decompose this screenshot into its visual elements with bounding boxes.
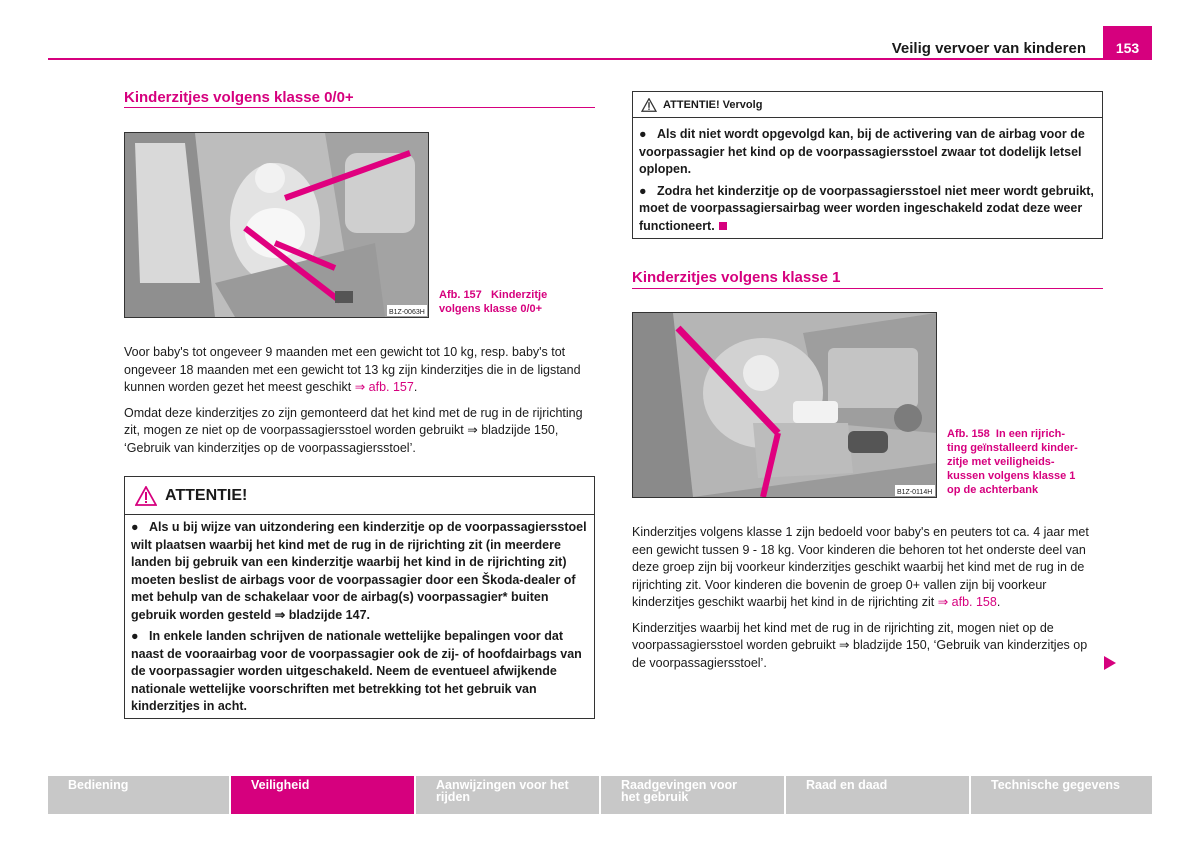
warning-box	[124, 476, 595, 719]
footer-tab-veiligheid[interactable]	[231, 776, 414, 814]
page-header-title: Veilig vervoer van kinderen	[891, 40, 1086, 57]
warning-item-text: Als dit niet wordt opgevolgd kan, bij de activering van de airbag voor de voorpassagier het kind op de voorpassagiersstoel zwaar tot dodelijk letsel oplopen.	[639, 127, 1085, 176]
warning-item: ● Als dit niet wordt opgevolgd kan, bij de activering van de airbag voor de voorpassagier het kind op de voorpassagiersstoel zwaar tot dodelijk letsel oplopen.	[639, 127, 1085, 176]
footer-tab-technische-gegevens[interactable]	[971, 776, 1152, 814]
warning-item-text: Als u bij wijze van uitzondering een kinderzitje op de voorpassagiersstoel wilt plaatsen waarbij het kind met de rug in de rijrichting zit (in meerdere landen bij gebruik van een kinderzitje waarbij het kind in de rijrichting zit) moeten beslist de airbags voor de voorpassagier door een Škoda-dealer of met behulp van de schakelaar voor de airbag(s) voorpassagier* buiten gebruik worden gesteld ⇒ bladzijde 147.	[131, 520, 587, 622]
figure-code: B1Z-0063H	[389, 309, 425, 316]
section-heading-class-1: Kinderzitjes volgens klasse 1	[632, 269, 841, 286]
figure-link[interactable]: ⇒ afb. 157	[354, 380, 414, 394]
figure-157-caption	[439, 288, 579, 316]
warning-item-text: In enkele landen schrijven de nationale wettelijke bepalingen voor dat naast de vooraairbag voor de voorpassagier ook de zij- of hoofdairbags van de voorpassagier worden uitgeschakeld. Neem de eventueel afwijkende nationale wettelijke voorschriften met betrekking tot het gebruik van kinderzitjes in acht.	[131, 629, 582, 713]
caption-text: Kinderzitje	[490, 289, 548, 301]
warning-item: ● Zodra het kinderzitje op de voorpassagiersstoel niet meer wordt gebruikt, moet de voorpassagiersairbag weer worden ingeschakeld zodat deze weer functioneert.	[639, 183, 1094, 233]
section-heading-class-0: Kinderzitjes volgens klasse 0/0+	[124, 89, 354, 106]
tab-label: Veiligheid	[251, 778, 310, 792]
paragraph-end: .	[996, 595, 1001, 609]
paragraph	[124, 344, 595, 397]
warning-triangle-icon	[641, 98, 657, 112]
tab-label: Aanwijzingen voor het rijden	[436, 778, 569, 804]
caption-text: volgens klasse 0/0+	[439, 303, 543, 315]
footer-tab-bediening[interactable]	[48, 776, 229, 814]
caption-text: ting geïnstalleerd kinder-	[947, 442, 1078, 454]
figure-link[interactable]: ⇒ afb. 158	[937, 595, 997, 609]
section-rule	[124, 107, 595, 108]
caption-number: Afb. 157	[439, 289, 482, 301]
warning-header	[633, 92, 1102, 118]
footer-tab-raadgevingen[interactable]	[601, 776, 784, 814]
footer-tab-aanwijzingen[interactable]	[416, 776, 599, 814]
figure-157-photo	[124, 132, 429, 318]
warning-header	[125, 477, 594, 515]
warning-item-text: Zodra het kinderzitje op de voorpassagiersstoel niet meer wordt gebruikt, moet de voorpassagiersairbag weer worden ingeschakeld zodat deze weer functioneert.	[639, 183, 1094, 233]
caption-text: kussen volgens klasse 1	[947, 470, 1076, 482]
paragraph-text: Kinderzitjes volgens klasse 1 zijn bedoeld voor baby's en peuters tot ca. 4 jaar met een gewicht tussen 9 - 18 kg. Voor kinderen die behoren tot het onderste deel van deze groep zijn bij voorkeur kinderzitjes geschikt waarbij het kind met de rug in de rijrichting zit. Voor kinderen die bovenin de groep 0+ vallen zijn bij voorkeur kinderzitjes geschikt waarbij het kind in de rijrichting zit	[632, 525, 1089, 609]
caption-text: In een rijrich-	[995, 428, 1065, 440]
caption-number: Afb. 158	[947, 428, 990, 440]
warning-continued-box	[632, 91, 1103, 239]
warning-item: ● In enkele landen schrijven de nationale wettelijke bepalingen voor dat naast de vooraairbag voor de voorpassagier ook de zij- of hoofdairbags van de voorpassagier worden uitgeschakeld. Neem de eventueel afwijkende nationale wettelijke voorschriften met betrekking tot het gebruik van kinderzitjes in acht.	[131, 629, 582, 713]
left-body	[124, 344, 595, 465]
warning-item: ● Als u bij wijze van uitzondering een kinderzitje op de voorpassagiersstoel wilt plaatsen waarbij het kind met de rug in de rijrichting zit (in meerdere landen bij gebruik van een kinderzitje waarbij het kind in de rijrichting zit) moeten beslist de airbags voor de voorpassagier door een Škoda-dealer of met behulp van de schakelaar voor de airbag(s) voorpassagier* buiten gebruik worden gesteld ⇒ bladzijde 147.	[131, 520, 587, 622]
right-body	[632, 524, 1103, 680]
paragraph-text: Voor baby's tot ongeveer 9 maanden met een gewicht tot 10 kg, resp. baby's tot ongeveer 18 maanden met een gewicht tot 13 kg zijn kinderzitjes die in de ligstand kunnen worden gezet het meest geschikt	[124, 345, 581, 394]
paragraph: Kinderzitjes waarbij het kind met de rug in de rijrichting zit, mogen niet op de voorpassagiersstoel worden gebruikt ⇒ bladzijde 150, ‘Gebruik van kinderzitjes op de voorpassagiersstoel’.	[632, 620, 1088, 670]
tab-label: Bediening	[68, 778, 129, 792]
tab-label: Raad en daad	[806, 778, 888, 792]
page-number	[1103, 26, 1152, 60]
figure-158-photo	[632, 312, 937, 498]
warning-body	[125, 515, 594, 724]
end-of-section-icon	[719, 222, 727, 230]
caption-text: zitje met veiligheids-	[947, 456, 1055, 468]
section-rule	[632, 288, 1103, 289]
warning-body	[633, 118, 1102, 243]
warning-title: ATTENTIE!	[165, 486, 248, 504]
paragraph: Omdat deze kinderzitjes zo zijn gemonteerd dat het kind met de rug in de rijrichting zit, mogen ze niet op de voorpassagiersstoel worden gebruikt ⇒ bladzijde 150, ‘Gebruik van kinderzitjes op de voorpassagiersstoel’.	[124, 405, 583, 455]
warning-title: ATTENTIE! Vervolg	[663, 98, 763, 111]
warning-triangle-icon	[135, 486, 157, 506]
tab-label: Raadgevingen voor het gebruik	[621, 778, 737, 804]
caption-text: op de achterbank	[947, 484, 1039, 496]
header-rule	[48, 58, 1152, 60]
next-page-arrow-icon[interactable]	[1104, 656, 1116, 675]
tab-label: Technische gegevens	[991, 778, 1120, 792]
figure-code: B1Z-0114H	[897, 489, 933, 496]
paragraph	[632, 524, 1103, 612]
footer-tab-raad-en-daad[interactable]	[786, 776, 969, 814]
paragraph-end: .	[413, 380, 418, 394]
figure-158-caption	[947, 427, 1097, 497]
page-number-text: 153	[1115, 40, 1140, 56]
